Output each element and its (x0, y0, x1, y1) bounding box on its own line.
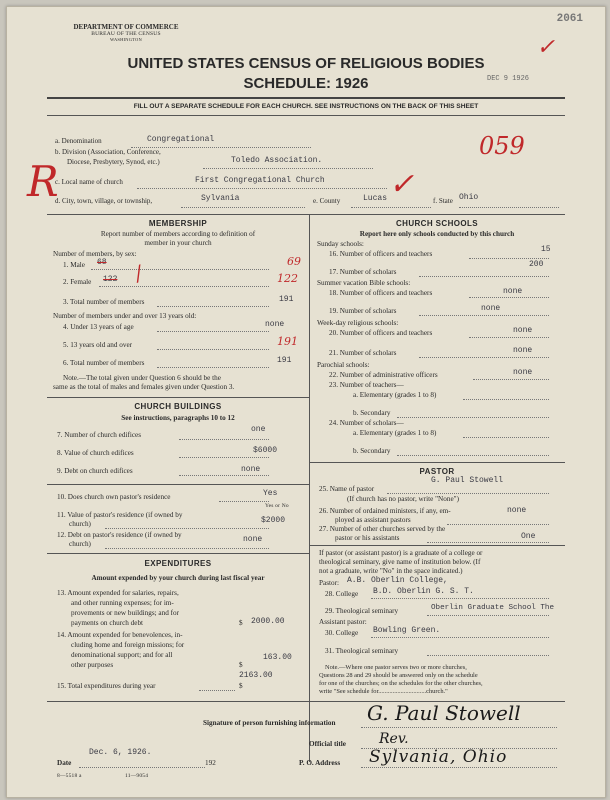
red-checkmark-top: ✓ (536, 35, 555, 60)
schools-intro: Report here only schools conducted by this church (359, 230, 515, 238)
church-name-label: c. Local name of church (55, 178, 123, 186)
church-name-value: First Congregational Church (195, 176, 325, 185)
pastor-note-1: Note.—Where one pastor serves two or more churches, (325, 664, 467, 671)
q12-value: none (243, 535, 263, 544)
q13-line-1: 13. Amount expended for salaries, repairs, (57, 589, 179, 597)
q13-line-2: and other running expenses; for im- (71, 599, 174, 607)
q14-line-4: other purposes (71, 661, 114, 669)
red-bracket-mark: R (27, 157, 59, 206)
q13-line-3: provements or new buildings; and for (71, 609, 179, 617)
q14-line-2: cluding home and foreign missions; for (71, 641, 185, 649)
red-check-county: ✓ (389, 167, 415, 202)
q18-label: 18. Number of officers and teachers (329, 289, 433, 297)
q8-value: $6000 (253, 446, 278, 455)
division-value: Toledo Association. (231, 156, 323, 165)
q28-value: B.D. Oberlin G. S. T. (373, 587, 474, 596)
agency-city: WASHINGTON (110, 37, 142, 42)
division-label-1: b. Division (Association, Conference, (55, 148, 161, 156)
q21-value: none (513, 346, 533, 355)
graduate-note-2: theological seminary, give name of institution below. (If (319, 558, 481, 566)
county-label: e. County (313, 197, 341, 205)
q13-line-4: payments on church debt (71, 619, 144, 627)
assistant-pastor-label: Assistant pastor: (319, 618, 367, 626)
q9-label: 9. Debt on church edifices (57, 467, 133, 475)
q23b-label: b. Secondary (353, 409, 391, 417)
q5-label: 5. 13 years old and over (63, 341, 133, 349)
form-number: 11—9054 (125, 773, 149, 779)
q11-label-a: 11. Value of pastor's residence (if owned by (57, 511, 183, 519)
graduate-note-3: not a graduate, write "No" in the space indicated.) (319, 567, 463, 575)
pastor-note-3: for one of the churches; on the schedules for the other churches, (319, 680, 483, 687)
q1-value: 69 (287, 255, 301, 268)
membership-intro-1: Report number of members according to definition of (100, 230, 256, 238)
pastor-note-2: Questions 28 and 29 should be answered only on the schedule (319, 672, 478, 679)
q4-label: 4. Under 13 years of age (63, 323, 134, 331)
q27-label-b: pastor or his assistants (335, 534, 400, 542)
q24-label: 24. Number of scholars— (329, 419, 404, 427)
q24b-label: b. Secondary (353, 447, 391, 455)
q29-label: 29. Theological seminary (325, 607, 399, 615)
date-value: Dec. 6, 1926. (89, 748, 152, 757)
q22-label: 22. Number of administrative officers (329, 371, 438, 379)
q21-label: 21. Number of scholars (329, 349, 397, 357)
q17-value: 200 (529, 260, 544, 269)
signature-label: Signature of person furnishing information (203, 719, 336, 727)
received-date-stamp: DEC 9 1926 (487, 75, 530, 83)
form-instruction: FILL OUT A SEPARATE SCHEDULE FOR EACH CHURCH. SEE INSTRUCTIONS ON THE BACK OF THIS SHEET (133, 103, 479, 110)
denomination-label: a. Denomination (55, 137, 102, 145)
q31-label: 31. Theological seminary (325, 647, 399, 655)
q16-value: 15 (541, 245, 551, 254)
expenditures-intro: Amount expended by your church during last fiscal year (91, 574, 265, 582)
q30-label: 30. College (325, 629, 359, 637)
members-by-sex-label: Number of members, by sex: (53, 250, 137, 258)
q27-label-a: 27. Number of other churches served by the (319, 525, 446, 533)
q5-value: 191 (277, 335, 298, 348)
membership-intro-2: member in your church (144, 239, 212, 247)
division-label-2: Diocese, Presbytery, Synod, etc.) (67, 158, 160, 166)
bureau-name: BUREAU OF THE CENSUS (91, 31, 161, 37)
membership-note-2: same as the total of males and females given under Question 3. (53, 383, 235, 391)
census-schedule-sheet (6, 6, 606, 798)
q6-label: 6. Total number of members (63, 359, 145, 367)
q13-dollar: $ (239, 619, 243, 627)
q25-note: (If church has no pastor, write "None") (347, 495, 459, 503)
signature-value: G. Paul Stowell (367, 701, 521, 725)
buildings-heading: CHURCH BUILDINGS (134, 402, 222, 411)
weekday-schools-label: Week-day religious schools: (317, 319, 399, 327)
q17-label: 17. Number of scholars (329, 268, 397, 276)
q13-value: 2000.00 (251, 617, 285, 626)
corner-number: 2061 (556, 13, 583, 25)
q6-value: 191 (277, 356, 292, 365)
agency-block (51, 23, 201, 42)
q3-label: 3. Total number of members (63, 298, 145, 306)
membership-note-1: Note.—The total given under Question 6 should be the (63, 374, 221, 382)
q14-line-1: 14. Amount expended for benevolences, in- (57, 631, 183, 639)
official-title-value: Rev. (379, 731, 409, 747)
q12-label-b: church) (69, 540, 91, 548)
red-code-059: 059 (479, 132, 525, 160)
yes-no-hint: Yes or No (265, 503, 289, 509)
q23a-label: a. Elementary (grades 1 to 8) (353, 391, 437, 399)
q20-label: 20. Number of officers and teachers (329, 329, 433, 337)
q3-value: 191 (279, 295, 294, 304)
q1-crossed-value: 68 (97, 258, 107, 267)
parochial-schools-label: Parochial schools: (317, 361, 370, 369)
q26-label-b: ployed as assistant pastors (335, 516, 411, 524)
buildings-intro: See instructions, paragraphs 10 to 12 (121, 414, 235, 422)
county-value: Lucas (363, 194, 388, 203)
membership-heading: MEMBERSHIP (148, 219, 208, 228)
date-label: Date (57, 759, 72, 767)
q28-label: 28. College (325, 590, 359, 598)
q10-value: Yes (263, 489, 278, 498)
age-intro-label: Number of members under and over 13 years old: (53, 312, 197, 320)
pastor-degree: A.B. Oberlin College, (347, 576, 448, 585)
q14-dollar: $ (239, 661, 243, 669)
official-title-label: Official title (309, 740, 346, 748)
q25-label: 25. Name of pastor (319, 485, 375, 493)
q25-value: G. Paul Stowell (431, 476, 504, 485)
q2-label: 2. Female (63, 278, 92, 286)
q24a-label: a. Elementary (grades 1 to 8) (353, 429, 437, 437)
pastor-note-4: write "See schedule for..............................church." (319, 688, 448, 695)
form-subtitle: SCHEDULE: 1926 (243, 75, 369, 92)
q26-value: none (507, 506, 527, 515)
q29-value: Oberlin Graduate School The (431, 604, 555, 612)
q8-label: 8. Value of church edifices (57, 449, 134, 457)
q2-crossed-value: 122 (103, 275, 118, 284)
q1-label: 1. Male (63, 261, 85, 269)
graduate-note-1: If pastor (or assistant pastor) is a graduate of a college or (319, 549, 483, 557)
summer-schools-label: Summer vacation Bible schools: (317, 279, 411, 287)
q7-label: 7. Number of church edifices (57, 431, 142, 439)
q14-value: 163.00 (263, 653, 292, 662)
po-address-value: Sylvania, Ohio (369, 747, 508, 767)
form-code: 8—5518 a (57, 773, 82, 779)
q18-value: none (503, 287, 523, 296)
q30-value: Bowling Green. (373, 626, 441, 635)
q11-value: $2000 (261, 516, 286, 525)
q10-label: 10. Does church own pastor's residence (57, 493, 171, 501)
pastor-label: Pastor: (319, 579, 339, 587)
city-value: Sylvania (201, 194, 240, 203)
city-label: d. City, town, village, or township, (55, 197, 153, 205)
q12-label-a: 12. Debt on pastor's residence (if owned by (57, 531, 182, 539)
year-suffix: 192 (205, 759, 216, 767)
q27-value: One (521, 532, 536, 541)
q7-value: one (251, 425, 266, 434)
q20-value: none (513, 326, 533, 335)
q23-label: 23. Number of teachers— (329, 381, 404, 389)
q16-label: 16. Number of officers and teachers (329, 250, 433, 258)
form-title: UNITED STATES CENSUS OF RELIGIOUS BODIES (127, 55, 485, 72)
q26-label-a: 26. Number of ordained ministers, if any, em- (319, 507, 451, 515)
state-value: Ohio (459, 193, 479, 202)
q15-value: 2163.00 (239, 671, 273, 680)
sunday-schools-label: Sunday schools: (317, 240, 364, 248)
q19-value: none (481, 304, 501, 313)
q9-value: none (241, 465, 261, 474)
q14-line-3: denominational support; and for all (71, 651, 173, 659)
q22-value: none (513, 368, 533, 377)
q11-label-b: church) (69, 520, 91, 528)
q4-value: none (265, 320, 285, 329)
expenditures-heading: EXPENDITURES (144, 559, 212, 568)
state-label: f. State (433, 197, 453, 205)
denomination-value: Congregational (147, 135, 215, 144)
department-name: DEPARTMENT OF COMMERCE (73, 23, 179, 31)
q2-value: 122 (277, 272, 298, 285)
q19-label: 19. Number of scholars (329, 307, 397, 315)
pastor-heading: PASTOR (419, 467, 455, 476)
q15-dollar: $ (239, 682, 243, 690)
q15-label: 15. Total expenditures during year (57, 682, 156, 690)
red-slash-mark: / (131, 260, 146, 286)
schools-heading: CHURCH SCHOOLS (395, 219, 479, 228)
po-address-label: P. O. Address (299, 759, 341, 767)
